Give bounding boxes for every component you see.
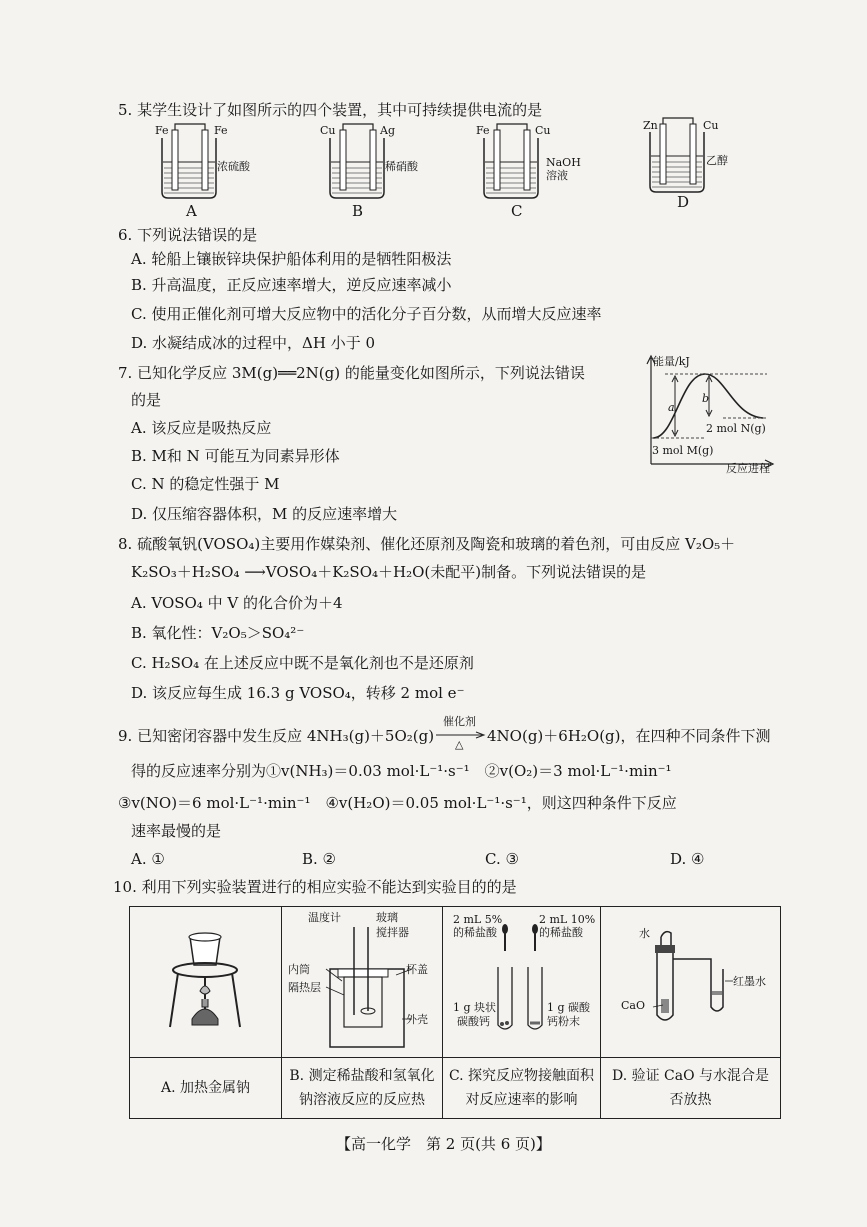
q7-stem-2: 的是 (131, 391, 162, 409)
device-b-right: Ag (380, 124, 395, 137)
device-d-solution: 乙醇 (706, 154, 728, 167)
q7-option-c: C. N 的稳定性强于 M (131, 475, 280, 493)
q7-option-a: A. 该反应是吸热反应 (131, 419, 272, 437)
device-b-left: Cu (320, 124, 336, 137)
b-thermometer: 温度计 (308, 911, 341, 924)
device-c-left: Fe (476, 124, 490, 137)
device-a-right: Fe (214, 124, 228, 137)
c-acid1-1: 2 mL 5% (453, 913, 503, 926)
d-cao: CaO (621, 999, 645, 1012)
q7-option-d: D. 仅压缩容器体积，M 的反应速率增大 (131, 505, 398, 523)
apparatus-b-cell (282, 907, 443, 1058)
b-glass: 玻璃 (376, 911, 398, 924)
q6-option-b: B. 升高温度，正反应速率增大，逆反应速率减小 (131, 276, 452, 294)
q9-line-1a: 9. 已知密闭容器中发生反应 4NH₃(g)＋5O₂(g) (118, 727, 435, 745)
apparatus-d-cell (601, 907, 781, 1058)
c-solid1-1: 1 g 块状 (453, 1001, 497, 1014)
q10-stem: 10. 利用下列实验装置进行的相应实验不能达到实验目的的是 (113, 878, 517, 896)
b-inner: 内筒 (288, 963, 310, 976)
q9-line-1b: 4NO(g)＋6H₂O(g)，在四种不同条件下测 (487, 727, 771, 745)
device-d-letter: D (677, 193, 690, 211)
d-water: 水 (639, 927, 650, 940)
q9-heat: △ (455, 738, 464, 751)
c-acid2-2: 的稀盐酸 (539, 926, 583, 939)
device-a-solution: 浓硫酸 (217, 160, 250, 173)
b-stirrer: 搅拌器 (376, 926, 409, 939)
q9-option-d: D. ④ (670, 850, 705, 868)
caption-a: A. 加热金属钠 (130, 1058, 282, 1119)
c-solid2-1: 1 g 碳酸 (547, 1001, 591, 1014)
b-lid: 杯盖 (406, 963, 428, 976)
q9-option-b: B. ② (302, 850, 337, 868)
q6-option-a: A. 轮船上镶嵌锌块保护船体利用的是牺牲阳极法 (131, 250, 452, 268)
d-red-ink: 红墨水 (733, 975, 766, 988)
q9-line-3: ③v(NO)＝6 mol·L⁻¹·min⁻¹ ④v(H₂O)＝0.05 mol·L⁻¹·s⁻¹，则这四种条件下反应 (118, 794, 677, 812)
energy-label-n: 2 mol N(g) (706, 422, 766, 435)
q8-line-2: K₂SO₃＋H₂SO₄ ⟶VOSO₄＋K₂SO₄＋H₂O(未配平)制备。下列说法错误的是 (131, 563, 647, 581)
device-a-letter: A (186, 202, 197, 220)
q10-apparatus-table (129, 906, 781, 1119)
q8-line-1: 8. 硫酸氧钒(VOSO₄)主要用作媒染剂、催化还原剂及陶瓷和玻璃的着色剂，可由反应 V₂O₅＋ (118, 535, 736, 553)
energy-label-a: a (668, 401, 675, 414)
energy-label-m: 3 mol M(g) (652, 444, 714, 457)
device-a-left: Fe (155, 124, 169, 137)
device-c-letter: C (511, 202, 523, 220)
q7-stem-1: 7. 已知化学反应 3M(g)══2N(g) 的能量变化如图所示，下列说法错误 (118, 364, 585, 382)
c-solid1-2: 碳酸钙 (457, 1015, 490, 1028)
q9-line-2: 得的反应速率分别为①v(NH₃)＝0.03 mol·L⁻¹·s⁻¹ ②v(O₂)＝3 mol·L⁻¹·min⁻¹ (131, 762, 672, 780)
apparatus-b (282, 907, 442, 1053)
b-shell: 外壳 (406, 1013, 428, 1026)
device-d-left: Zn (643, 119, 658, 132)
caption-d: D. 验证 CaO 与水混合是 否放热 (601, 1058, 781, 1119)
q9-catalyst: 催化剂 (443, 715, 476, 728)
c-acid2-1: 2 mL 10% (539, 913, 596, 926)
q9-line-4: 速率最慢的是 (131, 822, 222, 840)
b-insulation: 隔热层 (288, 981, 321, 994)
q9-option-a: A. ① (131, 850, 165, 868)
caption-c: C. 探究反应物接触面积 对反应速率的影响 (443, 1058, 601, 1119)
energy-label-b: b (702, 392, 710, 405)
q6-option-d: D. 水凝结成冰的过程中，ΔH 小于 0 (131, 334, 376, 352)
beaker-c (472, 128, 552, 208)
energy-xlabel: 反应进程 (726, 462, 770, 475)
q8-option-b: B. 氧化性：V₂O₅＞SO₄²⁻ (131, 624, 305, 642)
apparatus-a (130, 907, 280, 1053)
apparatus-a-cell (130, 907, 282, 1058)
c-acid1-2: 的稀盐酸 (453, 926, 497, 939)
device-c-solution-2: 溶液 (546, 169, 568, 182)
caption-b: B. 测定稀盐酸和氢氧化 钠溶液反应的反应热 (282, 1058, 443, 1119)
device-d-right: Cu (703, 119, 719, 132)
q8-option-a: A. VOSO₄ 中 V 的化合价为＋4 (131, 594, 343, 612)
q8-option-d: D. 该反应每生成 16.3 g VOSO₄，转移 2 mol e⁻ (131, 684, 465, 702)
q6-stem: 6. 下列说法错误的是 (118, 226, 258, 244)
page-footer: 【高一化学 第 2 页(共 6 页)】 (336, 1135, 551, 1153)
energy-ylabel: 能量/kJ (653, 355, 690, 368)
q8-option-c: C. H₂SO₄ 在上述反应中既不是氧化剂也不是还原剂 (131, 654, 474, 672)
device-c-right: Cu (535, 124, 551, 137)
apparatus-c-cell (443, 907, 601, 1058)
q6-option-c: C. 使用正催化剂可增大反应物中的活化分子百分数，从而增大反应速率 (131, 305, 602, 323)
device-c-solution-1: NaOH (546, 156, 581, 169)
device-b-letter: B (352, 202, 364, 220)
q5-stem: 5. 某学生设计了如图所示的四个装置，其中可持续提供电流的是 (118, 101, 543, 119)
device-b-solution: 稀硝酸 (385, 160, 418, 173)
c-solid2-2: 钙粉末 (547, 1015, 580, 1028)
q7-option-b: B. M和 N 可能互为同素异形体 (131, 447, 340, 465)
q9-option-c: C. ③ (485, 850, 519, 868)
